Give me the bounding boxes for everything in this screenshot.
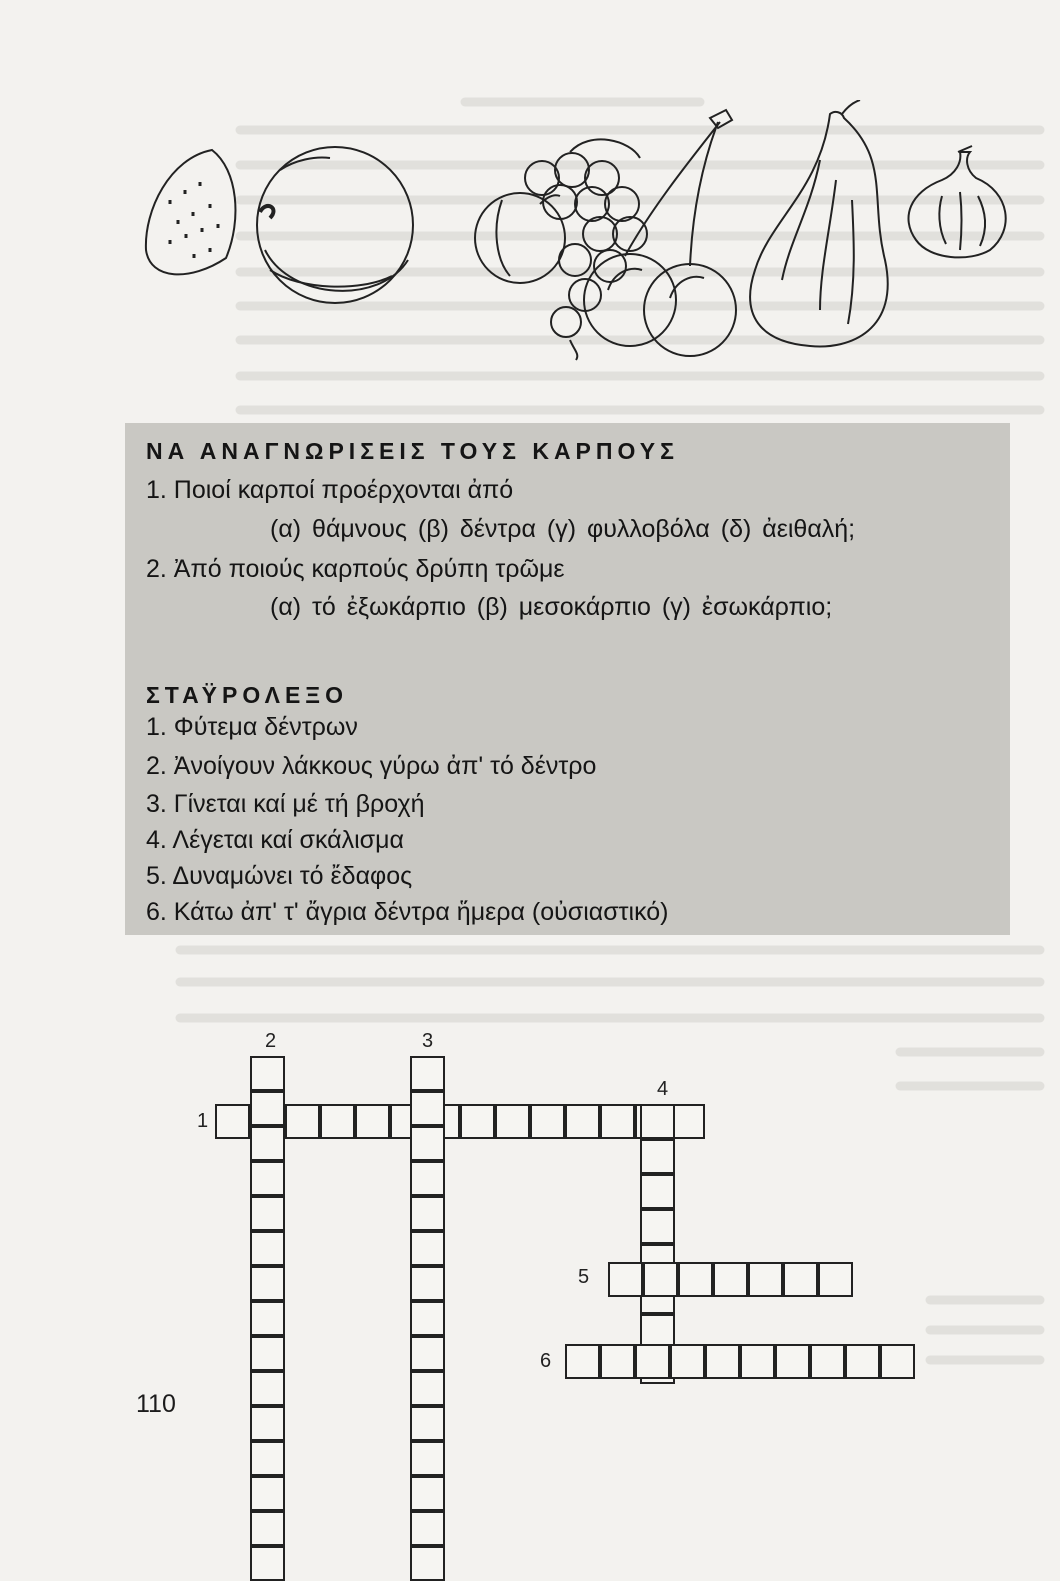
question-2-options: (α) τό ἐξωκάρπιο (β) μεσοκάρπιο (γ) ἐσωκάρπιο; — [270, 593, 833, 621]
crossword-cell-3-6[interactable] — [410, 1231, 445, 1266]
crossword-cell-3-14[interactable] — [410, 1511, 445, 1546]
crossword-cell-2-5[interactable] — [250, 1196, 285, 1231]
crossword-cell-5-3[interactable] — [678, 1262, 713, 1297]
crossword-cell-5-5[interactable] — [748, 1262, 783, 1297]
question-2: 2. Ἀπό ποιούς καρπούς δρύπη τρῶμε — [146, 555, 565, 583]
crossword-cell-3-2[interactable] — [410, 1091, 445, 1126]
crossword-cell-2-9[interactable] — [250, 1336, 285, 1371]
crossword-cell-6-3[interactable] — [635, 1344, 670, 1379]
clue-5: 5. Δυναμώνει τό ἔδαφος — [146, 862, 413, 890]
crossword-cell-6-6[interactable] — [740, 1344, 775, 1379]
crossword-cell-3-1[interactable] — [410, 1056, 445, 1091]
crossword-cell-4-3[interactable] — [640, 1174, 675, 1209]
clue-4: 4. Λέγεται καί σκάλισμα — [146, 826, 404, 854]
melon-icon — [257, 147, 413, 303]
crossword-cell-2-10[interactable] — [250, 1371, 285, 1406]
crossword-cell-3-3[interactable] — [410, 1126, 445, 1161]
clue-2: 2. Ἀνοίγουν λάκκους γύρω ἀπ' τό δέντρο — [146, 752, 597, 780]
crossword-cell-6-8[interactable] — [810, 1344, 845, 1379]
crossword-cell-2-2[interactable] — [250, 1091, 285, 1126]
crossword-cell-3-5[interactable] — [410, 1196, 445, 1231]
crossword-cell-3-15[interactable] — [410, 1546, 445, 1581]
crossword-cell-2-11[interactable] — [250, 1406, 285, 1441]
crossword-cell-2-7[interactable] — [250, 1266, 285, 1301]
crossword-cell-1-9[interactable] — [495, 1104, 530, 1139]
crossword-cell-1-10[interactable] — [530, 1104, 565, 1139]
crossword-cell-1-4[interactable] — [320, 1104, 355, 1139]
fig-icon — [908, 146, 1005, 257]
crossword-cell-1-11[interactable] — [565, 1104, 600, 1139]
crossword-cell-2-3[interactable] — [250, 1126, 285, 1161]
crossword-cell-3-11[interactable] — [410, 1406, 445, 1441]
pear-icon — [750, 100, 888, 346]
question-1-options: (α) θάμνους (β) δέντρα (γ) φυλλοβόλα (δ) ἀειθαλή; — [270, 515, 856, 543]
crossword-number-6: 6 — [540, 1350, 552, 1372]
crossword-cell-1-14[interactable] — [670, 1104, 705, 1139]
crossword-cell-3-9[interactable] — [410, 1336, 445, 1371]
crossword-cell-5-7[interactable] — [818, 1262, 853, 1297]
crossword-cell-4-2[interactable] — [640, 1139, 675, 1174]
crossword-cell-6-7[interactable] — [775, 1344, 810, 1379]
crossword-cell-1-1[interactable] — [215, 1104, 250, 1139]
crossword-cell-6-4[interactable] — [670, 1344, 705, 1379]
clue-3: 3. Γίνεται καί μέ τή βροχή — [146, 790, 425, 818]
crossword-number-4: 4 — [657, 1078, 669, 1100]
crossword-cell-4-4[interactable] — [640, 1209, 675, 1244]
crossword-cell-1-5[interactable] — [355, 1104, 390, 1139]
crossword-cell-2-14[interactable] — [250, 1511, 285, 1546]
cherries-icon — [584, 110, 736, 356]
crossword-cell-3-8[interactable] — [410, 1301, 445, 1336]
crossword-cell-5-4[interactable] — [713, 1262, 748, 1297]
crossword-number-1: 1 — [197, 1110, 209, 1132]
crossword-cell-2-8[interactable] — [250, 1301, 285, 1336]
crossword-cell-5-6[interactable] — [783, 1262, 818, 1297]
crossword-cell-3-12[interactable] — [410, 1441, 445, 1476]
crossword-cell-6-1[interactable] — [565, 1344, 600, 1379]
crossword-cell-5-2[interactable] — [643, 1262, 678, 1297]
crossword-cell-3-13[interactable] — [410, 1476, 445, 1511]
fruit-illustration — [130, 100, 1030, 390]
crossword-cell-6-9[interactable] — [845, 1344, 880, 1379]
crossword-number-2: 2 — [265, 1030, 277, 1052]
crossword-cell-6-2[interactable] — [600, 1344, 635, 1379]
crossword-cell-3-4[interactable] — [410, 1161, 445, 1196]
crossword-cell-6-10[interactable] — [880, 1344, 915, 1379]
crossword-cell-2-4[interactable] — [250, 1161, 285, 1196]
crossword-cell-3-7[interactable] — [410, 1266, 445, 1301]
crossword-cell-6-5[interactable] — [705, 1344, 740, 1379]
crossword-cell-2-12[interactable] — [250, 1441, 285, 1476]
section2-heading: ΣΤΑΫΡΟΛΕΞΟ — [146, 682, 348, 708]
crossword-cell-3-10[interactable] — [410, 1371, 445, 1406]
crossword-cell-4-1[interactable] — [640, 1104, 675, 1139]
clue-6: 6. Κάτω ἀπ' τ' ἄγρια δέντρα ἥμερα (οὐσιαστικό) — [146, 898, 669, 926]
clue-1: 1. Φύτεμα δέντρων — [146, 713, 358, 741]
crossword-cell-5-1[interactable] — [608, 1262, 643, 1297]
crossword-cell-2-1[interactable] — [250, 1056, 285, 1091]
question-1: 1. Ποιοί καρποί προέρχονται ἀπό — [146, 476, 514, 504]
section1-heading: ΝΑ ΑΝΑΓΝΩΡΙΣΕΙΣ ΤΟΥΣ ΚΑΡΠΟΥΣ — [146, 438, 679, 464]
page-number: 110 — [136, 1390, 176, 1418]
crossword-number-3: 3 — [422, 1030, 434, 1052]
crossword-number-5: 5 — [578, 1266, 590, 1288]
crossword-cell-2-13[interactable] — [250, 1476, 285, 1511]
crossword-cell-1-3[interactable] — [285, 1104, 320, 1139]
crossword-cell-2-6[interactable] — [250, 1231, 285, 1266]
crossword-cell-1-12[interactable] — [600, 1104, 635, 1139]
crossword-cell-1-8[interactable] — [460, 1104, 495, 1139]
crossword-cell-2-15[interactable] — [250, 1546, 285, 1581]
almond-icon — [146, 150, 236, 274]
apricot-icon — [475, 193, 565, 283]
